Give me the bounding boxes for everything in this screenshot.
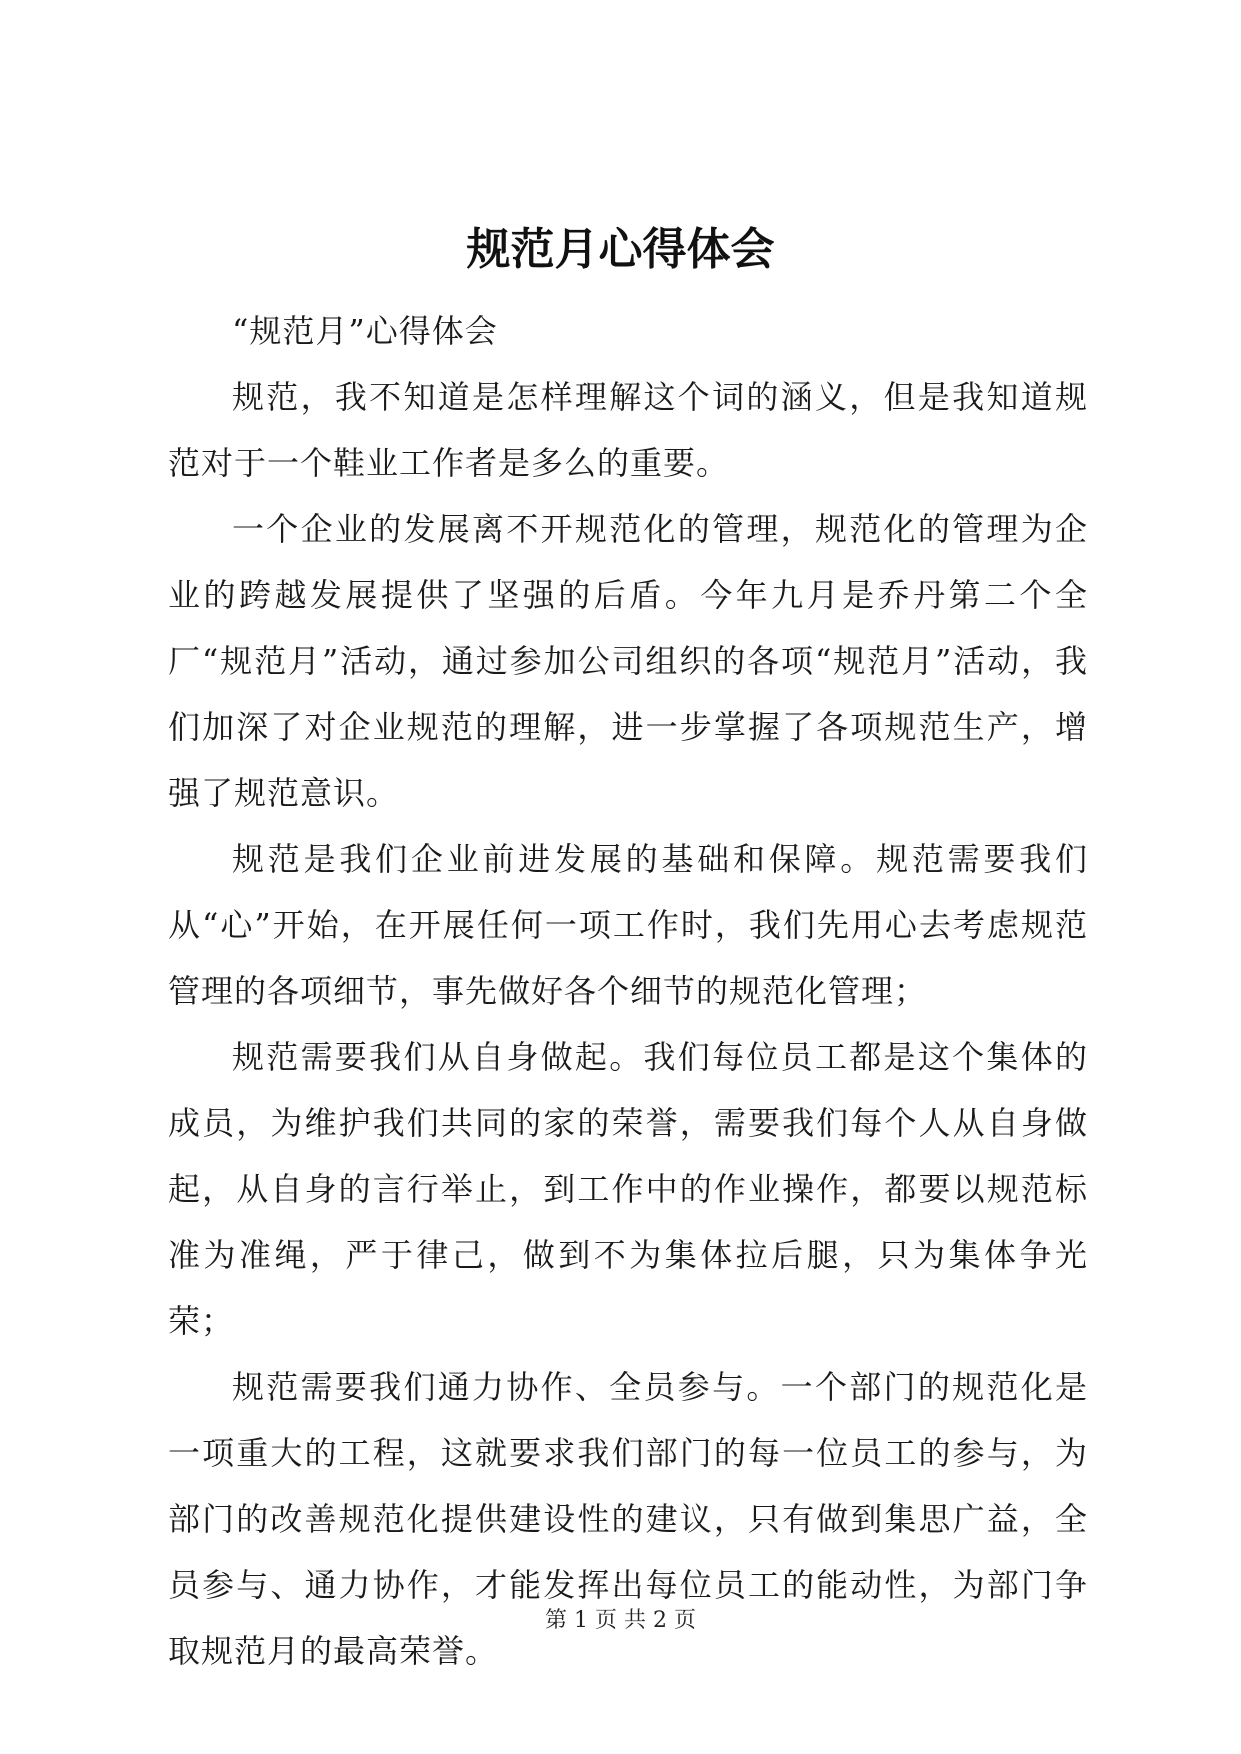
page-number-footer: 第 1 页 共 2 页 <box>545 1608 696 1633</box>
body-paragraph: 规范是我们企业前进发展的基础和保障。规范需要我们从“心”开始，在开展任何一项工作时，我们先用心去考虑规范管理的各项细节，事先做好各个细节的规范化管理； <box>168 840 1088 1010</box>
body-paragraph: 规范，我不知道是怎样理解这个词的涵义，但是我知道规范对于一个鞋业工作者是多么的重要。 <box>168 378 1088 482</box>
subtitle-paragraph: “规范月”心得体会 <box>232 312 498 350</box>
body-paragraph: 规范需要我们从自身做起。我们每位员工都是这个集体的成员，为维护我们共同的家的荣誉，需要我们每个人从自身做起，从自身的言行举止，到工作中的作业操作，都要以规范标准为准绳，严于律己，做到不为集体拉后腿，只为集体争光荣； <box>168 1038 1088 1340</box>
body-paragraph: 规范需要我们通力协作、全员参与。一个部门的规范化是一项重大的工程，这就要求我们部门的每一位员工的参与，为部门的改善规范化提供建设性的建议，只有做到集思广益，全员参与、通力协作，才能发挥出每位员工的能动性，为部门争取规范月的最高荣誉。 <box>168 1368 1088 1670</box>
document-title: 规范月心得体会 <box>466 224 775 275</box>
body-paragraph: 一个企业的发展离不开规范化的管理，规范化的管理为企业的跨越发展提供了坚强的后盾。今年九月是乔丹第二个全厂“规范月”活动，通过参加公司组织的各项“规范月”活动，我们加深了对企业规范的理解，进一步掌握了各项规范生产，增强了规范意识。 <box>168 510 1088 812</box>
document-body <box>168 298 1088 1684</box>
